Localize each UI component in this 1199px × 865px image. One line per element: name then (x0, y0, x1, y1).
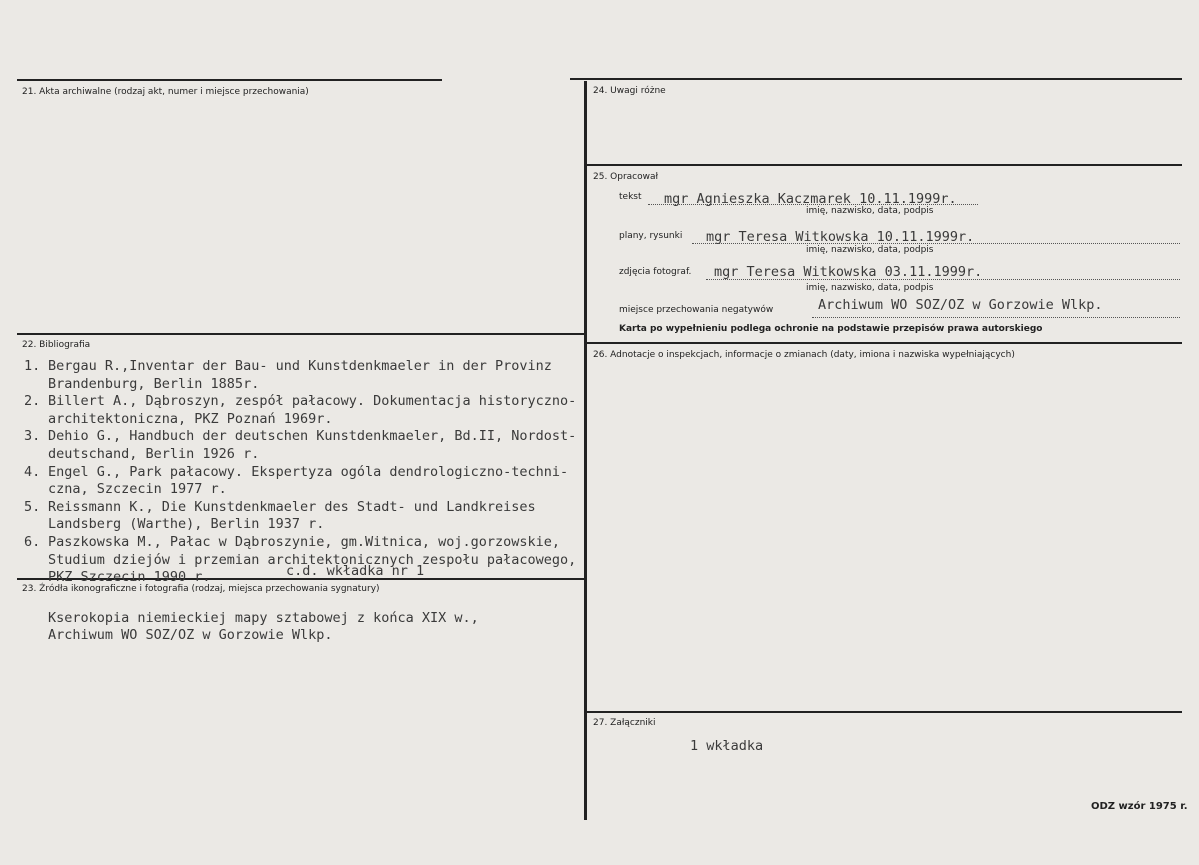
tekst-caption: imię, nazwisko, data, podpis (806, 206, 934, 216)
source-line: Kserokopia niemieckiej mapy sztabowej z końca XIX w., (48, 610, 479, 626)
bibliography-item (24, 499, 584, 534)
copyright-note: Karta po wypełnieniu podlega ochronie na podstawie przepisów prawa autorskiego (619, 324, 1043, 334)
negatywy-dotted-line (812, 317, 1180, 318)
source-line: Archiwum WO SOZ/OZ w Gorzowie Wlkp. (48, 627, 333, 643)
negatywy-value: Archiwum WO SOZ/OZ w Gorzowie Wlkp. (818, 297, 1103, 313)
center-divider (584, 81, 587, 820)
bibliography-item-line: deutschand, Berlin 1926 r. (48, 445, 260, 462)
tekst-value: mgr Agnieszka Kaczmarek 10.11.1999r. (664, 191, 957, 207)
section-21-label: 21. Akta archiwalne (rodzaj akt, numer i miejsce przechowania) (22, 87, 309, 97)
plany-value: mgr Teresa Witkowska 10.11.1999r. (706, 229, 975, 245)
bibliography-item-number: 3. (24, 428, 41, 445)
zdjecia-label: zdjęcia fotograf. (619, 267, 692, 277)
plany-caption: imię, nazwisko, data, podpis (806, 245, 934, 255)
bibliography-item-number: 1. (24, 358, 41, 374)
bibliography-item-line: Studium dziejów i przemian architektonicznych zespołu pałacowego, (48, 551, 577, 568)
bibliography-item-line: architektoniczna, PKZ Poznań 1969r. (48, 410, 333, 427)
bibliography-item-line: PKZ Szczecin 1990 r. (48, 569, 211, 586)
bibliography-item (24, 393, 584, 428)
tekst-label: tekst (619, 192, 642, 202)
section-23-label: 23. Źródła ikonograficzne i fotografia (rodzaj, miejsca przechowania sygnatury) (22, 584, 380, 594)
form-footer: ODZ wzór 1975 r. (1091, 801, 1188, 812)
plany-label: plany, rysunki (619, 231, 683, 241)
bibliography-item-number: 4. (24, 463, 41, 480)
bibliography-item-number: 5. (24, 498, 41, 515)
section-25-label: 25. Opracował (593, 172, 659, 182)
zdjecia-caption: imię, nazwisko, data, podpis (806, 283, 934, 293)
bibliography-item (24, 428, 584, 463)
section-26-label: 26. Adnotacje o inspekcjach, informacje o zmianach (daty, imiona i nazwiska wypełniających) (593, 350, 1015, 360)
section-27-label: 27. Załączniki (593, 718, 656, 728)
bibliography-item-number: 6. (24, 533, 41, 550)
bibliography-item-number: 2. (24, 393, 41, 410)
rule-21-22 (17, 333, 584, 335)
bibliography-list (24, 358, 584, 587)
zalaczniki-value: 1 wkładka (690, 738, 764, 754)
bibliography-item-line: Engel G., Park pałacowy. Ekspertyza ogóla dendrologiczno-techni- (48, 463, 569, 480)
top-rule-left (17, 79, 442, 81)
rule-25-26 (587, 342, 1182, 344)
bibliography-item-line: Reissmann K., Die Kunstdenkmaeler des Stadt- und Landkreises (48, 498, 536, 515)
section-22-label: 22. Bibliografia (22, 340, 91, 350)
zdjecia-value: mgr Teresa Witkowska 03.11.1999r. (714, 264, 983, 280)
bibliography-item (24, 358, 584, 393)
bibliography-item-line: czna, Szczecin 1977 r. (48, 481, 227, 498)
bibliography-item-line: Bergau R.,Inventar der Bau- und Kunstdenkmaeler in der Provinz (48, 358, 552, 374)
bibliography-item-line: Paszkowska M., Pałac w Dąbroszynie, gm.Witnica, woj.gorzowskie, (48, 533, 561, 550)
bibliography-continued-note: c.d. wkładka nr 1 (286, 563, 425, 579)
bibliography-item-line: Landsberg (Warthe), Berlin 1937 r. (48, 516, 325, 533)
bibliography-item-line: Billert A., Dąbroszyn, zespół pałacowy. Dokumentacja historyczno- (48, 393, 577, 410)
top-rule-right (570, 78, 1182, 80)
rule-26-27 (587, 711, 1182, 713)
bibliography-item (24, 464, 584, 499)
bibliography-item-line: Brandenburg, Berlin 1885r. (48, 375, 260, 392)
rule-24-25 (587, 164, 1182, 166)
section-24-label: 24. Uwagi różne (593, 86, 666, 96)
bibliography-item-line: Dehio G., Handbuch der deutschen Kunstdenkmaeler, Bd.II, Nordost- (48, 428, 577, 445)
negatywy-label: miejsce przechowania negatywów (619, 305, 774, 315)
